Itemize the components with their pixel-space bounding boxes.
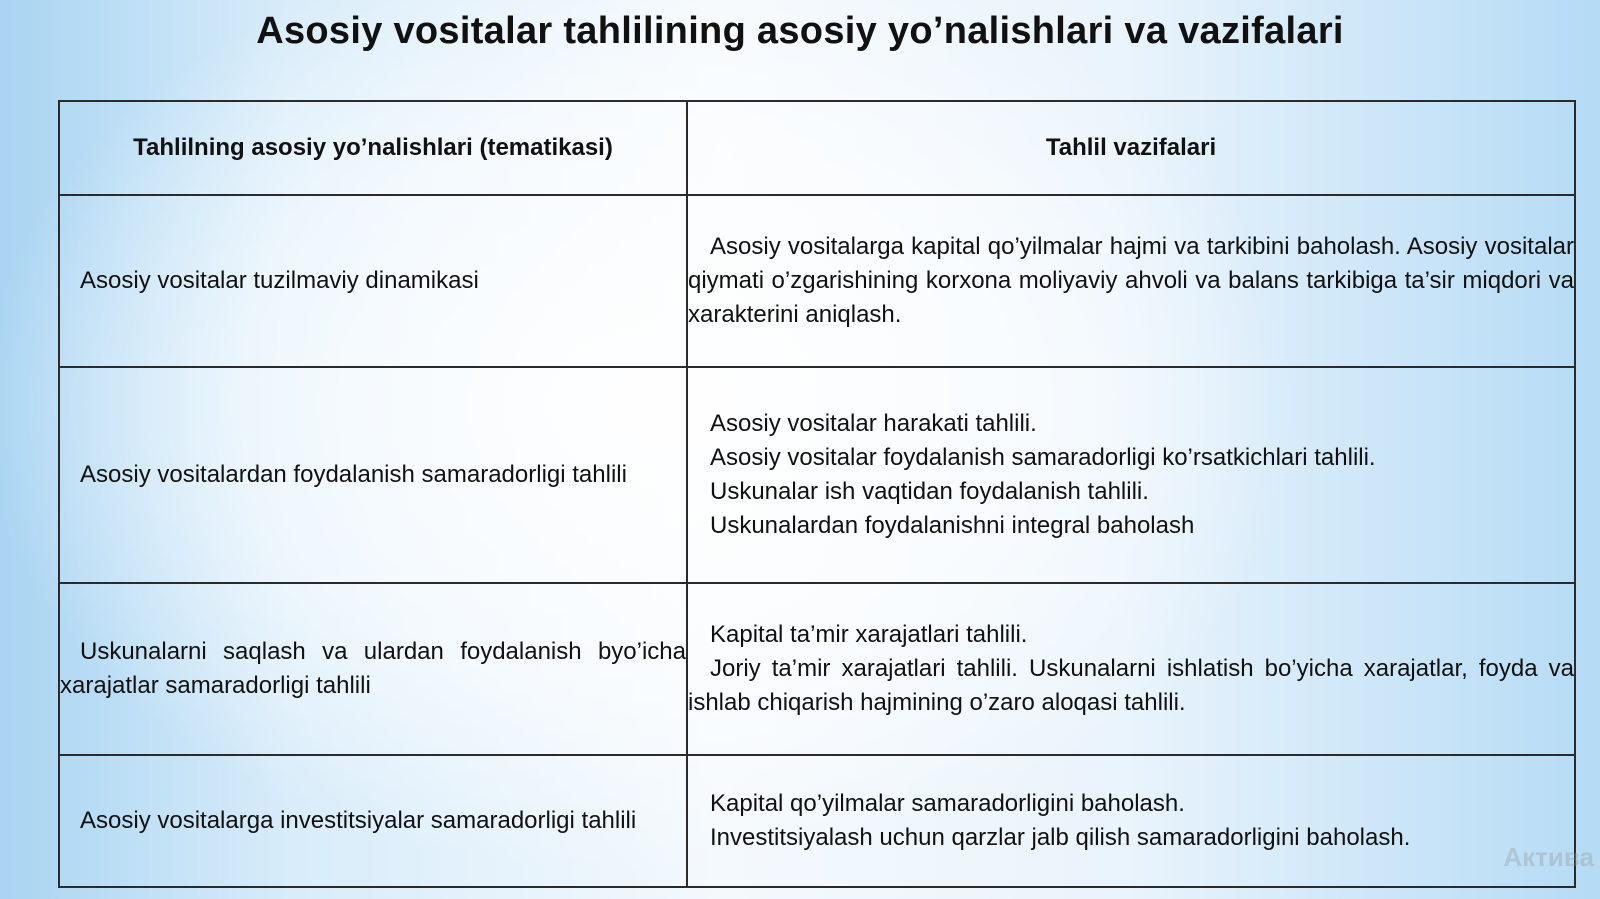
table-row [59, 367, 1575, 583]
task-item: Kapital qo’yilmalar samaradorligini baholash. [710, 790, 1185, 817]
table-row [59, 195, 1575, 367]
direction-cell [59, 195, 687, 367]
tasks-cell [687, 195, 1575, 367]
header-tasks: Tahlil vazifalari [687, 101, 1575, 195]
activation-watermark: Актива [1503, 842, 1594, 872]
direction-text: Asosiy vositalardan foydalanish samaradorligi tahlili [80, 461, 627, 488]
direction-text: Uskunalarni saqlash va ulardan foydalanish byo’icha xarajatlar samaradorligi tahlili [60, 638, 686, 699]
task-item: Asosiy vositalar harakati tahlili. [710, 410, 1037, 437]
header-directions: Tahlilning asosiy yo’nalishlari (tematikasi) [59, 101, 687, 195]
task-item: Joriy ta’mir xarajatlari tahlili. Uskunalarni ishlatish bo’yicha xarajatlar, foyda va ishlab chiqarish hajmining o’zaro aloqasi tahlili. [688, 655, 1574, 716]
tasks-cell [687, 367, 1575, 583]
direction-text: Asosiy vositalar tuzilmaviy dinamikasi [80, 267, 479, 294]
analysis-table [58, 100, 1576, 888]
tasks-cell [687, 755, 1575, 887]
direction-cell [59, 755, 687, 887]
table-row [59, 755, 1575, 887]
tasks-cell [687, 583, 1575, 755]
table-header-row [59, 101, 1575, 195]
task-item: Uskunalar ish vaqtidan foydalanish tahlili. [710, 478, 1149, 505]
task-item: Kapital ta’mir xarajatlari tahlili. [710, 621, 1028, 648]
direction-text: Asosiy vositalarga investitsiyalar samaradorligi tahlili [80, 807, 637, 834]
task-item: Investitsiyalash uchun qarzlar jalb qilish samaradorligini baholash. [710, 824, 1411, 851]
slide-title: Asosiy vositalar tahlilining asosiy yo’nalishlari va vazifalari [256, 10, 1344, 52]
direction-cell [59, 583, 687, 755]
direction-cell [59, 367, 687, 583]
task-item: Asosiy vositalarga kapital qo’yilmalar hajmi va tarkibini baholash. Asosiy vositalar qiymati o’zgarishining korxona moliyaviy ahvoli va balans tarkibiga ta’sir miqdori va xarakterini aniqlash. [688, 233, 1574, 328]
task-item: Asosiy vositalar foydalanish samaradorligi ko’rsatkichlari tahlili. [710, 444, 1376, 471]
table-row [59, 583, 1575, 755]
task-item: Uskunalardan foydalanishni integral baholash [710, 512, 1195, 539]
